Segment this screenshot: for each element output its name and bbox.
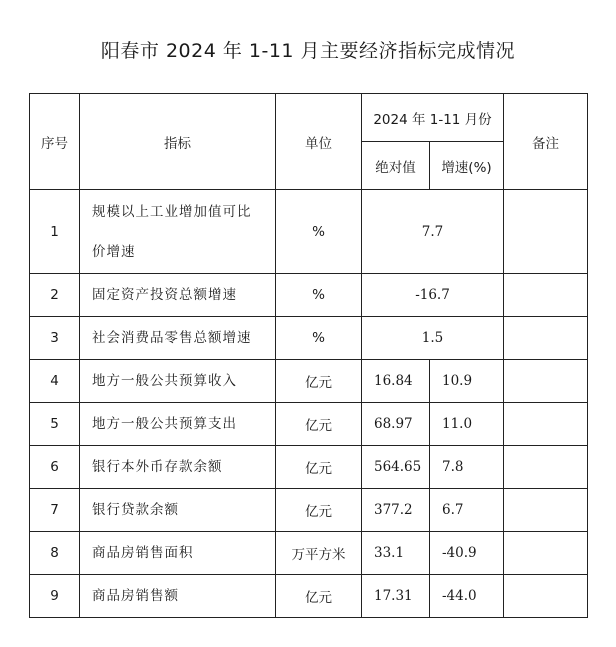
- row-unit: 亿元: [276, 575, 362, 618]
- header-absolute: 绝对值: [362, 142, 430, 190]
- row-seq: 2: [30, 274, 80, 317]
- row-indicator-line1: 规模以上工业增加值可比: [92, 203, 252, 220]
- row-absolute: 68.97: [362, 403, 430, 446]
- row-indicator: 固定资产投资总额增速: [80, 274, 276, 317]
- row-unit: 亿元: [276, 360, 362, 403]
- table-row: [30, 575, 588, 618]
- table-row: [30, 489, 588, 532]
- header-remark: 备注: [504, 94, 588, 190]
- header-growth: 增速(%): [430, 142, 504, 190]
- row-remark: [504, 403, 588, 446]
- row-merged-value: -16.7: [362, 274, 504, 317]
- table-row: [30, 274, 588, 317]
- row-absolute: 564.65: [362, 446, 430, 489]
- row-indicator: 商品房销售面积: [80, 532, 276, 575]
- row-indicator: 银行贷款余额: [80, 489, 276, 532]
- row-growth: 10.9: [430, 360, 504, 403]
- row-remark: [504, 190, 588, 274]
- row-growth: 7.8: [430, 446, 504, 489]
- row-seq: 7: [30, 489, 80, 532]
- row-growth: -44.0: [430, 575, 504, 618]
- row-merged-value: 7.7: [362, 190, 504, 274]
- header-period: 2024 年 1-11 月份: [362, 94, 504, 142]
- row-absolute: 377.2: [362, 489, 430, 532]
- row-seq: 9: [30, 575, 80, 618]
- row-unit: 亿元: [276, 403, 362, 446]
- row-indicator: 地方一般公共预算收入: [80, 360, 276, 403]
- row-indicator: [80, 190, 276, 274]
- table-row: [30, 532, 588, 575]
- row-growth: 11.0: [430, 403, 504, 446]
- row-unit: 亿元: [276, 489, 362, 532]
- row-indicator-line2: 价增速: [92, 243, 136, 260]
- table-row: [30, 360, 588, 403]
- row-unit: %: [276, 274, 362, 317]
- row-growth: -40.9: [430, 532, 504, 575]
- row-unit: %: [276, 190, 362, 274]
- row-seq: 1: [30, 190, 80, 274]
- table-row: [30, 190, 588, 274]
- row-indicator: 银行本外币存款余额: [80, 446, 276, 489]
- row-absolute: 16.84: [362, 360, 430, 403]
- table-row: [30, 317, 588, 360]
- row-absolute: 17.31: [362, 575, 430, 618]
- page-title: 阳春市 2024 年 1-11 月主要经济指标完成情况: [100, 40, 516, 62]
- indicators-table: [29, 93, 588, 618]
- row-remark: [504, 575, 588, 618]
- row-remark: [504, 532, 588, 575]
- header-indicator: 指标: [80, 94, 276, 190]
- row-absolute: 33.1: [362, 532, 430, 575]
- row-remark: [504, 360, 588, 403]
- table-row: [30, 446, 588, 489]
- row-unit: 万平方米: [276, 532, 362, 575]
- header-seq: 序号: [30, 94, 80, 190]
- row-remark: [504, 446, 588, 489]
- header-unit: 单位: [276, 94, 362, 190]
- row-indicator: 地方一般公共预算支出: [80, 403, 276, 446]
- row-seq: 5: [30, 403, 80, 446]
- row-seq: 6: [30, 446, 80, 489]
- row-remark: [504, 489, 588, 532]
- row-indicator: 商品房销售额: [80, 575, 276, 618]
- row-growth: 6.7: [430, 489, 504, 532]
- row-remark: [504, 317, 588, 360]
- row-remark: [504, 274, 588, 317]
- row-indicator: 社会消费品零售总额增速: [80, 317, 276, 360]
- row-seq: 4: [30, 360, 80, 403]
- row-seq: 3: [30, 317, 80, 360]
- row-seq: 8: [30, 532, 80, 575]
- row-unit: %: [276, 317, 362, 360]
- table-row: [30, 403, 588, 446]
- row-unit: 亿元: [276, 446, 362, 489]
- row-merged-value: 1.5: [362, 317, 504, 360]
